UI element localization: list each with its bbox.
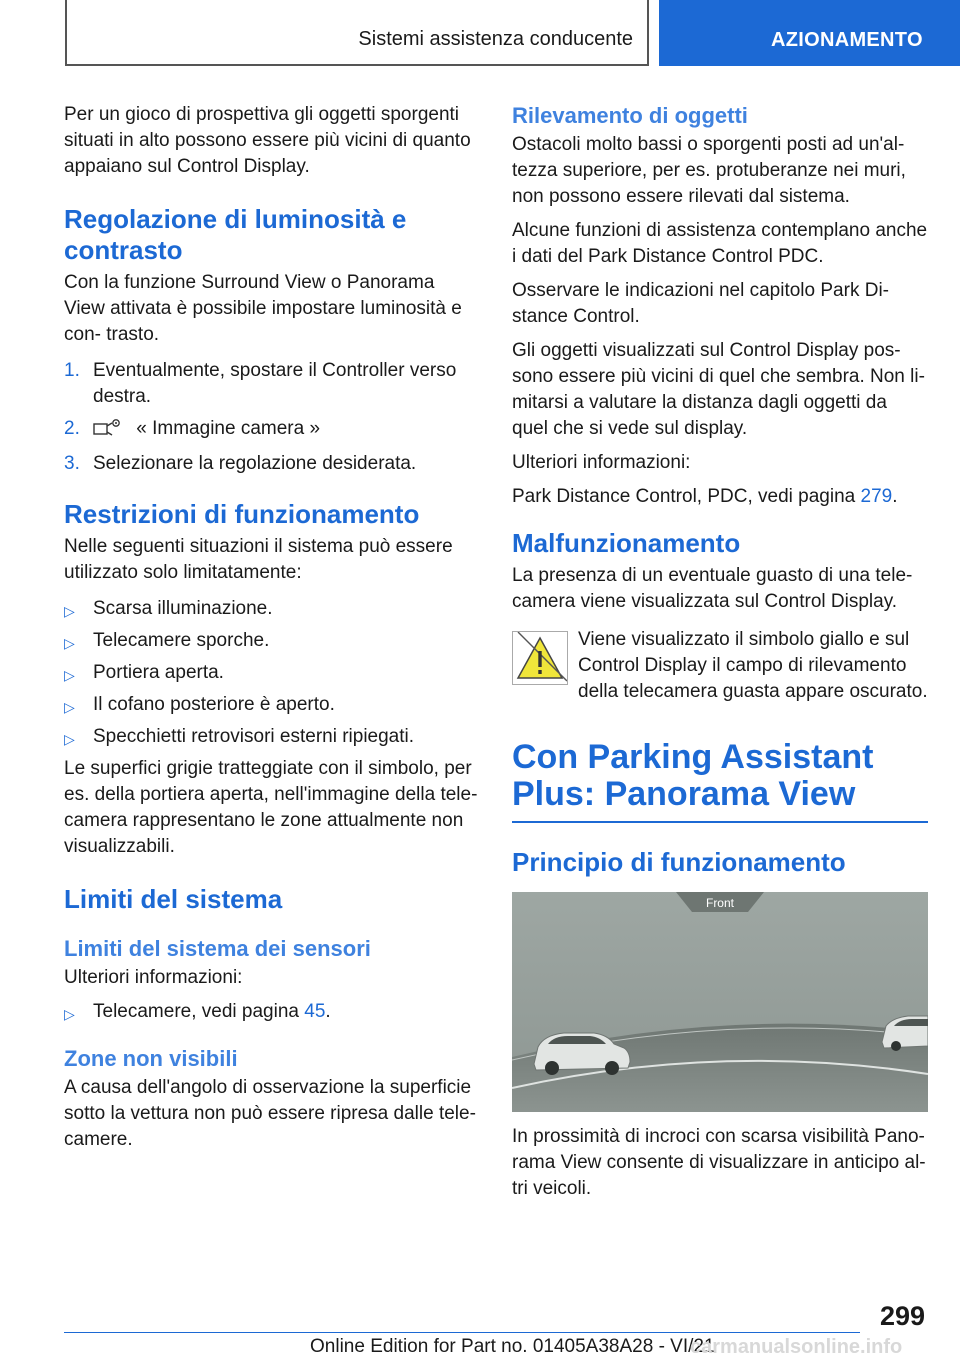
list-item-text: Scarsa illuminazione. (93, 598, 273, 619)
intro-paragraph: Per un gioco di prospettiva gli oggetti sporgenti situati in alto possono essere più vicini di quanto appaiano sul Control Display. (64, 104, 471, 177)
list-item-text: Il cofano posteriore è aperto. (93, 694, 335, 715)
watermark: carmanualsonline.info (690, 1336, 903, 1358)
camera-settings-icon (93, 417, 123, 445)
footer-rule (64, 1332, 860, 1333)
heading-system-limits: Limiti del sistema (64, 884, 283, 914)
header-chapter-label: AZIONAMENTO (771, 29, 923, 51)
step-number: 3. (64, 453, 80, 474)
step-number: 2. (64, 418, 80, 439)
step-item (64, 416, 480, 445)
sensor-limits-list (64, 999, 480, 1025)
brightness-paragraph: Con la funzione Surround View o Panorama View attivata è possibile impostare luminosità e con- trasto. (64, 272, 462, 345)
step-text: « Immagine camera » (136, 418, 321, 439)
step-item (64, 451, 480, 477)
blind-zones-paragraph: A causa dell'angolo di osservazione la superficie sotto la vettura non può essere ripresa dalle tele- camere. (64, 1077, 476, 1150)
restrictions-paragraph: Nelle seguenti situazioni il sistema può essere utilizzato solo limitatamente: (64, 536, 453, 583)
detection-paragraph-4: Gli oggetti visualizzati sul Control Display pos- sono essere più vicini di quel che sembra. Non li- mitarsi a valutare la distanza dagli oggetti da quel che si vede sul display. (512, 340, 925, 439)
bullet-triangle-icon: ▷ (64, 1006, 75, 1022)
steps-list (64, 358, 480, 477)
page-link-45[interactable]: 45 (304, 1001, 326, 1022)
warning-text: Viene visualizzato il simbolo giallo e sul Control Display il campo di rilevamento della telecamera guasta appare oscurato. (578, 629, 928, 702)
detection-paragraph-2: Alcune funzioni di assistenza contemplano anche i dati del Park Distance Control PDC. (512, 220, 928, 267)
cross-ref-text: Telecamere, vedi pagina (93, 1001, 305, 1022)
detection-paragraph-3: Osservare le indicazioni nel capitolo Park Di- stance Control. (512, 280, 889, 327)
heading-object-detection: Rilevamento di oggetti (512, 103, 748, 128)
right-column (512, 102, 928, 1210)
restrictions-list (64, 596, 480, 750)
list-item-text: Telecamere sporche. (93, 630, 270, 651)
bullet-triangle-icon: ▷ (64, 699, 75, 715)
restrictions-note: Le superfici grigie tratteggiate con il simbolo, per es. della portiera aperta, nell'immagine della tele- camera rappresentano le zone attualmente non visualizzabili. (64, 758, 478, 857)
more-info-label: Ulteriori informazioni: (512, 452, 691, 473)
bullet-triangle-icon: ▷ (64, 603, 75, 619)
malfunction-paragraph: La presenza di un eventuale guasto di una tele- camera viene visualizzata sul Control Display. (512, 565, 913, 612)
list-item (64, 692, 480, 718)
principle-paragraph: In prossimità di incroci con scarsa visibilità Pano- rama View consente di visualizzare in anticipo al- tri veicoli. (512, 1126, 926, 1199)
bullet-triangle-icon: ▷ (64, 635, 75, 651)
step-text: Eventualmente, spostare il Controller verso destra. (93, 360, 457, 407)
detection-paragraph-1: Ostacoli molto bassi o sporgenti posti ad un'al- tezza superiore, per es. protuberanze nei muri, non possono essere rilevati dal sistema. (512, 134, 906, 207)
more-info-label: Ulteriori informazioni: (64, 967, 243, 988)
step-text: Selezionare la regolazione desiderata. (93, 453, 417, 474)
period: . (325, 1001, 331, 1022)
period: . (892, 486, 898, 507)
heading-blind-zones: Zone non visibili (64, 1046, 238, 1071)
list-item-text: Portiera aperta. (93, 662, 224, 683)
header-section-title: Sistemi assistenza conducente (358, 28, 633, 50)
list-item (64, 999, 480, 1025)
chapter-divider (512, 821, 928, 823)
step-number: 1. (64, 360, 80, 381)
heading-restrictions: Restrizioni di funzionamento (64, 499, 420, 529)
footer-edition: Online Edition for Part no. 01405A38A28 - VI/21 (310, 1336, 715, 1357)
list-item (64, 660, 480, 686)
list-item (64, 628, 480, 654)
heading-sensor-limits: Limiti del sistema dei sensori (64, 936, 371, 961)
page-link-279[interactable]: 279 (860, 486, 893, 507)
warning-icon (512, 631, 568, 685)
cross-ref-text: Park Distance Control, PDC, vedi pagina (512, 486, 861, 507)
header-chapter-tab[interactable] (659, 0, 960, 66)
pdc-cross-ref (512, 484, 928, 510)
step-item (64, 358, 480, 410)
left-column (64, 102, 480, 1161)
heading-operating-principle: Principio di funzionamento (512, 847, 846, 877)
list-item-text: Specchietti retrovisori esterni ripiegati. (93, 726, 415, 747)
bullet-triangle-icon: ▷ (64, 731, 75, 747)
list-item (64, 596, 480, 622)
bullet-triangle-icon: ▷ (64, 667, 75, 683)
camera-view-illustration (512, 892, 928, 1112)
header-section-box (65, 0, 649, 66)
warning-block (512, 627, 928, 705)
camera-label-front: Front (705, 896, 735, 910)
chapter-heading: Con Parking Assistant Plus: Panorama View (512, 738, 874, 813)
page-number: 299 (879, 1301, 925, 1331)
panorama-camera-image (512, 892, 928, 1112)
heading-brightness-contrast: Regolazione di luminosità e contrasto (64, 204, 407, 265)
heading-malfunction: Malfunzionamento (512, 528, 741, 558)
list-item (64, 724, 480, 750)
